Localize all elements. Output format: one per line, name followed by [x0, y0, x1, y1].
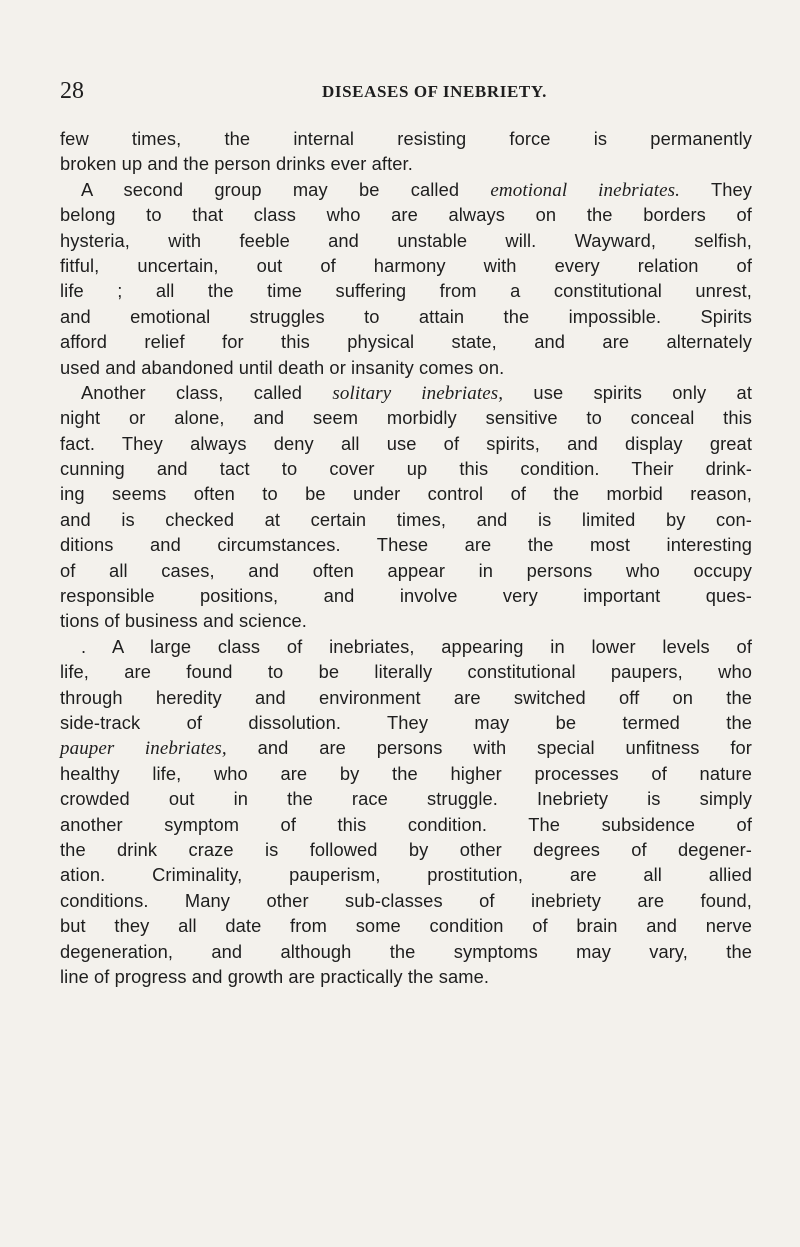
text-line: [60, 735, 752, 760]
text-line: life, are found to be literally constitutional paupers, who: [60, 661, 752, 683]
text-line: of all cases, and often appear in persons who occupy: [60, 559, 752, 581]
text-line: fact. They always deny all use of spirits, and display great: [60, 432, 752, 454]
text-line: ditions and circumstances. These are the most interesting: [60, 534, 752, 556]
text-run: use spirits only at: [503, 381, 752, 403]
text-run: Another class, called: [81, 381, 333, 403]
text-line: conditions. Many other sub-classes of inebriety are found,: [60, 889, 752, 911]
page-header: [60, 78, 750, 108]
text-line: the drink craze is followed by other degrees of degener-: [60, 838, 752, 860]
text-line: degeneration, and although the symptoms may vary, the: [60, 940, 752, 962]
text-line: tions of business and science.: [60, 610, 307, 632]
text-run: A second group may be called: [81, 178, 491, 200]
text-line: side-track of dissolution. They may be termed the: [60, 711, 752, 733]
text-line: another symptom of this condition. The subsidence of: [60, 813, 752, 835]
text-line: cunning and tact to cover up this condition. Their drink-: [60, 458, 752, 480]
italic-term: pauper inebriates,: [60, 738, 227, 760]
text-line: and is checked at certain times, and is limited by con-: [60, 508, 752, 530]
text-line: healthy life, who are by the higher processes of nature: [60, 762, 752, 784]
text-line: afford relief for this physical state, and are alternately: [60, 331, 752, 353]
text-line: belong to that class who are always on the borders of: [60, 204, 752, 226]
text-line: crowded out in the race struggle. Inebriety is simply: [60, 788, 752, 810]
text-line: and emotional struggles to attain the impossible. Spirits: [60, 305, 752, 327]
text-line: hysteria, with feeble and unstable will. Wayward, selfish,: [60, 229, 752, 251]
text-line: ation. Criminality, pauperism, prostitution, are all allied: [60, 864, 752, 886]
text-line: fitful, uncertain, out of harmony with every relation of: [60, 254, 752, 276]
text-line: . A large class of inebriates, appearing in lower levels of: [81, 635, 752, 657]
text-line: used and abandoned until death or insanity comes on.: [60, 356, 505, 378]
text-line: line of progress and growth are practically the same.: [60, 965, 490, 987]
text-line: through heredity and environment are switched off on the: [60, 686, 752, 708]
italic-term: emotional inebriates.: [490, 179, 681, 201]
text-line: few times, the internal resisting force is permanently: [60, 128, 752, 149]
text-line: [60, 177, 752, 202]
text-line: but they all date from some condition of brain and nerve: [60, 915, 752, 937]
text-line: [60, 380, 752, 405]
text-run: They: [680, 178, 752, 200]
text-line: ing seems often to be under control of the morbid reason,: [60, 483, 752, 505]
text-line: life ; all the time suffering from a constitutional unrest,: [60, 280, 752, 302]
body-text: [60, 126, 752, 989]
text-line: night or alone, and seem morbidly sensitive to conceal this: [60, 407, 752, 429]
text-run: and are persons with special unfitness for: [226, 737, 752, 759]
running-title: DISEASES OF INEBRIETY.: [322, 82, 547, 101]
italic-term: solitary inebriates,: [332, 382, 504, 404]
text-line: broken up and the person drinks ever after.: [60, 153, 413, 175]
text-line: responsible positions, and involve very important ques-: [60, 585, 752, 607]
page-number: 28: [60, 78, 84, 104]
